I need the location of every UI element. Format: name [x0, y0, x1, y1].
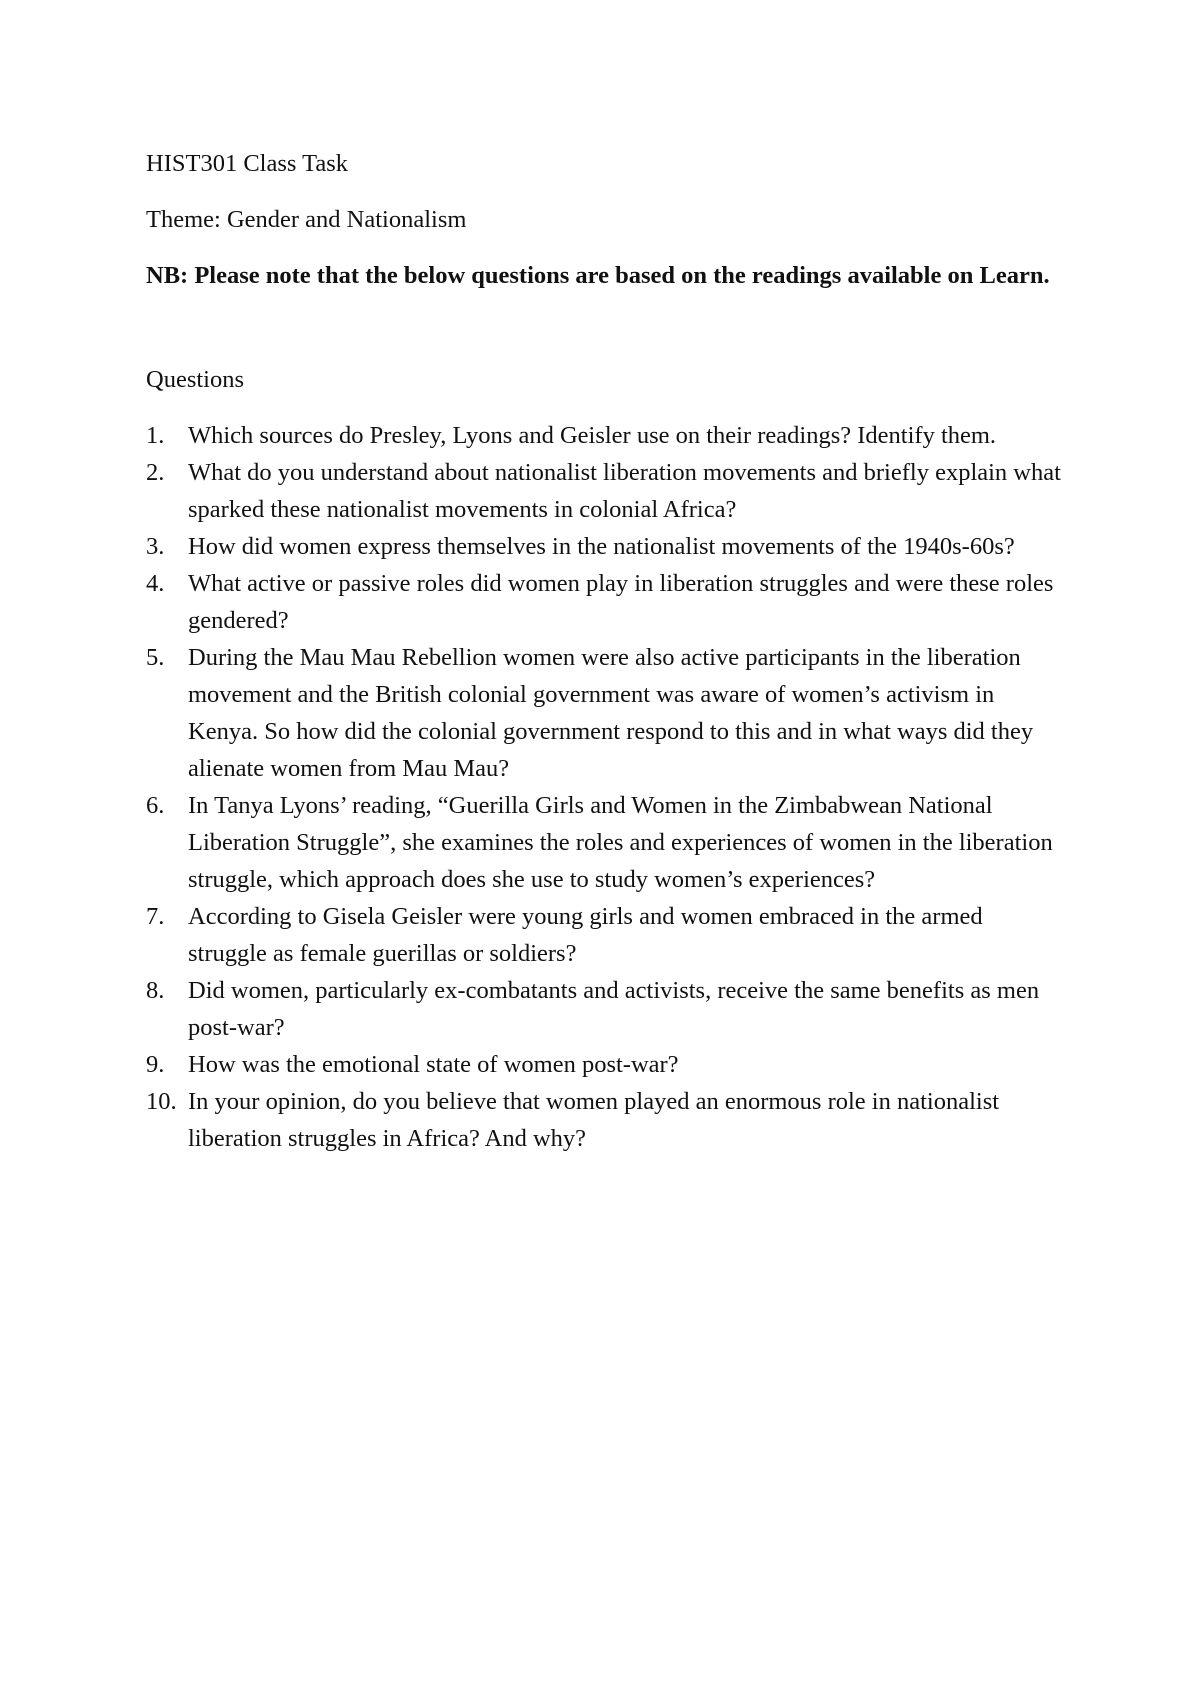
question-item [146, 972, 1066, 1046]
question-number: 8. [146, 977, 165, 1004]
question-text: What do you understand about nationalist liberation movements and briefly explain what sparked these nationalist movements in colonial Africa? [188, 459, 1061, 523]
question-text: Did women, particularly ex-combatants and activists, receive the same benefits as men post-war? [188, 977, 1040, 1041]
theme-line: Theme: Gender and Nationalism [146, 206, 467, 233]
question-item [146, 1046, 1066, 1083]
question-item [146, 565, 1066, 639]
course-title: HIST301 Class Task [146, 150, 349, 177]
question-text: In your opinion, do you believe that women played an enormous role in nationalist liberation struggles in Africa? And why? [188, 1088, 1000, 1152]
nb-note: NB: Please note that the below questions are based on the readings available on Learn. [146, 262, 1050, 289]
question-item [146, 454, 1066, 528]
question-text: According to Gisela Geisler were young girls and women embraced in the armed struggle as female guerillas or soldiers? [188, 903, 983, 967]
question-number: 5. [146, 644, 165, 671]
question-item [146, 898, 1066, 972]
question-item [146, 417, 1066, 454]
question-list [146, 417, 1066, 1157]
question-number: 3. [146, 533, 165, 560]
question-number: 6. [146, 792, 165, 819]
question-text: In Tanya Lyons’ reading, “Guerilla Girls and Women in the Zimbabwean National Liberation Struggle”, she examines the roles and experiences of women in the liberation struggle, which approach does she use to study women’s experiences? [188, 792, 1053, 893]
document-content [146, 145, 1066, 1157]
question-number: 1. [146, 422, 165, 449]
question-number: 4. [146, 570, 165, 597]
question-text: What active or passive roles did women play in liberation struggles and were these roles gendered? [188, 570, 1054, 634]
questions-heading: Questions [146, 366, 244, 393]
question-item [146, 1083, 1066, 1157]
question-item [146, 528, 1066, 565]
question-number: 2. [146, 459, 165, 486]
question-text: Which sources do Presley, Lyons and Geisler use on their readings? Identify them. [188, 422, 997, 449]
question-number: 10. [146, 1088, 177, 1115]
question-item [146, 639, 1066, 787]
question-text: How did women express themselves in the nationalist movements of the 1940s-60s? [188, 533, 1015, 560]
question-item [146, 787, 1066, 898]
question-text: During the Mau Mau Rebellion women were also active participants in the liberation movement and the British colonial government was aware of women’s activism in Kenya. So how did the colonial government respond to this and in what ways did they alienate women from Mau Mau? [188, 644, 1034, 782]
question-number: 7. [146, 903, 165, 930]
question-text: How was the emotional state of women post-war? [188, 1051, 679, 1078]
question-number: 9. [146, 1051, 165, 1078]
